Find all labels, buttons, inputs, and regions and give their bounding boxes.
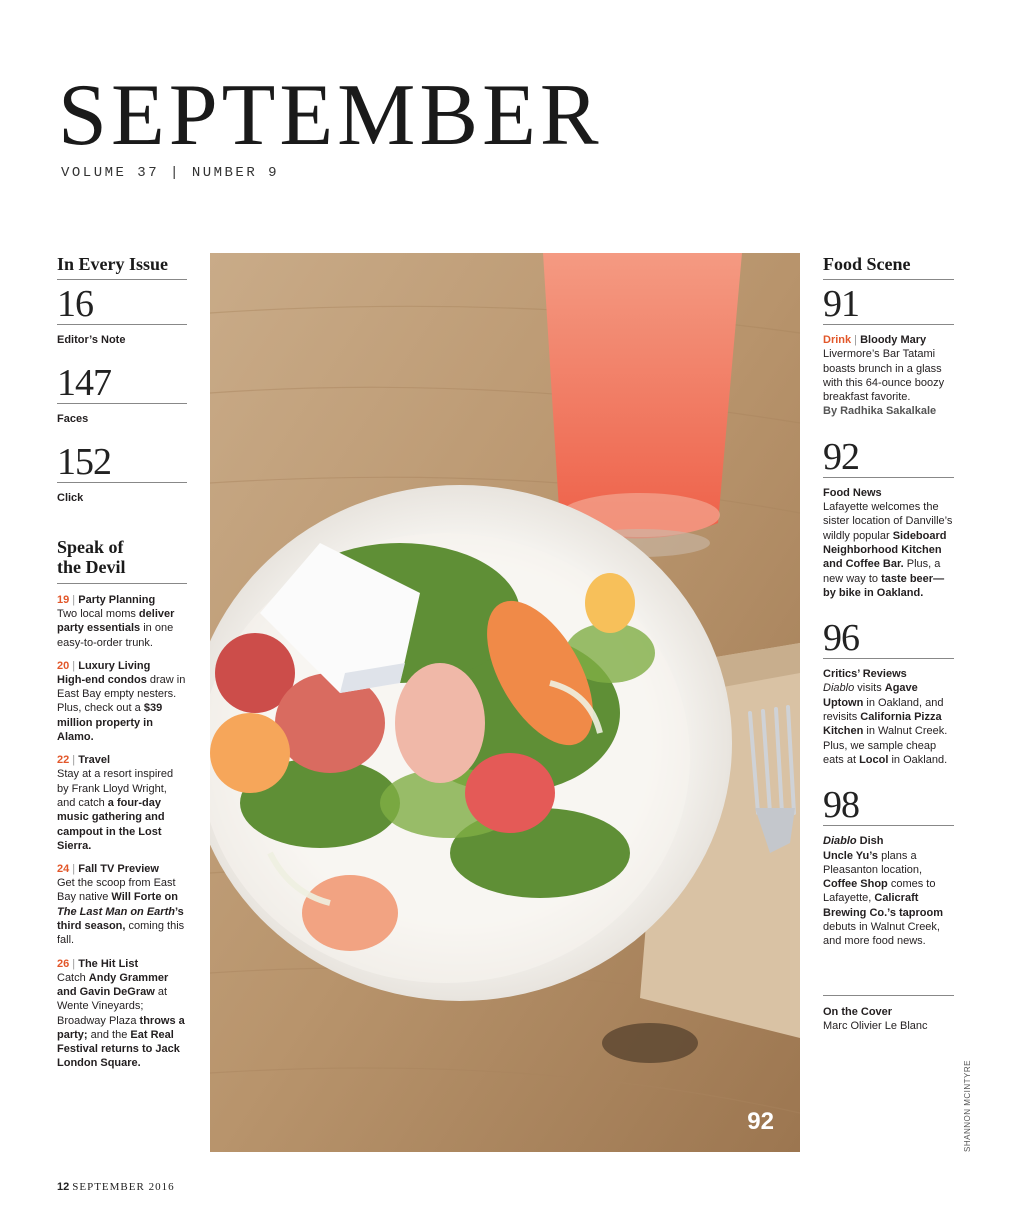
every-issue-heading: In Every Issue — [57, 254, 187, 280]
page-number: 92 — [823, 433, 954, 478]
page-number: 96 — [823, 614, 954, 659]
photo-page-number: 92 — [747, 1108, 774, 1135]
item-title: Luxury Living — [78, 659, 151, 672]
photo-credit: SHANNON MCINTYRE — [963, 1059, 972, 1152]
item-page: 19 — [57, 594, 70, 606]
item-blurb: Get the scoop from East Bay native Will Forte on The Last Man on Earth’s third season, coming this fall. — [57, 877, 185, 947]
folio-page: 12 — [57, 1181, 70, 1193]
toc-item-fall-tv[interactable]: 24 | Fall TV Preview Get the scoop from East Bay native Will Forte on The Last Man on Earth’s third season, coming this fall. — [57, 862, 187, 947]
entry-blurb: Critics’ Reviews Diablo visits Agave Uptown in Oakland, and revisits California Pizza Kitchen in Walnut Creek. Plus, we sample cheap eats at Locol in Oakland. — [823, 668, 948, 766]
entry-critics-reviews[interactable] — [823, 614, 954, 767]
item-title: Fall TV Preview — [78, 863, 159, 876]
entry-faces[interactable] — [57, 359, 187, 426]
item-blurb: Two local moms deliver party essentials in one easy-to-order trunk. — [57, 608, 175, 649]
item-title: Travel — [78, 754, 111, 767]
cover-photo-salad — [210, 253, 800, 1152]
folio-issue: SEPTEMBER 2016 — [72, 1181, 175, 1193]
toc-item-travel[interactable]: 22 | Travel Stay at a resort inspired by Frank Lloyd Wright, and catch a four-day music gathering and campout in the Lost Sierra. — [57, 753, 187, 853]
entry-diablo-dish[interactable] — [823, 781, 954, 948]
entry-editors-note[interactable] — [57, 280, 187, 347]
item-title: The Hit List — [78, 957, 139, 970]
volume-line: VOLUME 37 | NUMBER 9 — [61, 165, 280, 181]
item-page: 20 — [57, 659, 70, 672]
folio — [57, 1181, 175, 1193]
speak-of-the-devil-section — [57, 537, 187, 1071]
entry-blurb: Drink | Bloody Mary Livermore’s Bar Tatami boasts brunch in a glass with this 64-ounce boozy breakfast favorite. By Radhika Sakalkale — [823, 334, 945, 418]
item-page: 24 — [57, 863, 70, 876]
entry-food-news[interactable] — [823, 433, 954, 600]
on-the-cover — [823, 995, 954, 1034]
speak-heading-line1: Speak of — [57, 537, 124, 557]
toc-item-luxury-living[interactable]: 20 | Luxury Living High-end condos draw in East Bay empty nesters. Plus, check out a $39 million property in Alamo. — [57, 659, 186, 744]
item-page: 26 — [57, 957, 70, 970]
item-blurb: Stay at a resort inspired by Frank Lloyd Wright, and catch a four-day music gathering and campout in the Lost Sierra. — [57, 768, 174, 852]
entry-label: Editor’s Note — [57, 334, 126, 346]
toc-item-party-planning[interactable]: 19 | Party Planning Two local moms deliver party essentials in one easy-to-order trunk. — [57, 593, 187, 650]
speak-heading-line2: the Devil — [57, 557, 126, 577]
speak-heading — [57, 537, 187, 584]
entry-label: Faces — [57, 413, 89, 425]
page-number: 98 — [823, 781, 954, 826]
entry-click[interactable] — [57, 438, 187, 505]
right-column — [823, 254, 954, 949]
item-title: Party Planning — [78, 594, 156, 606]
page-number: 152 — [57, 438, 187, 483]
on-cover-label: On the Cover — [823, 1006, 893, 1018]
page-number: 16 — [57, 280, 187, 325]
on-cover-name: Marc Olivier Le Blanc — [823, 1020, 928, 1033]
entry-label: Click — [57, 492, 84, 504]
toc-item-hit-list[interactable]: 26 | The Hit List Catch Andy Grammer and Gavin DeGraw at Wente Vineyards; Broadway Plaza throws a party; and the Eat Real Festival returns to Jack London Square. — [57, 957, 187, 1071]
food-scene-heading: Food Scene — [823, 254, 954, 280]
entry-drink[interactable] — [823, 280, 954, 419]
item-page: 22 — [57, 754, 70, 767]
item-blurb: Catch Andy Grammer and Gavin DeGraw at Wente Vineyards; Broadway Plaza throws a party; and the Eat Real Festival returns to Jack London Square. — [57, 971, 185, 1070]
masthead-title: SEPTEMBER — [58, 67, 603, 164]
page-number: 91 — [823, 280, 954, 325]
left-column — [57, 254, 187, 1071]
item-blurb: High-end condos draw in East Bay empty nesters. Plus, check out a $39 million property in Alamo. — [57, 673, 186, 744]
salad-photo-illustration — [210, 253, 800, 1152]
page-number: 147 — [57, 359, 187, 404]
entry-blurb: Diablo Dish Uncle Yu’s plans a Pleasanton location, Coffee Shop comes to Lafayette, Calicraft Brewing Co.’s taproom debuts in Walnut Creek, and more food news. — [823, 835, 943, 948]
entry-blurb: Food News Lafayette welcomes the sister location of Danville’s wildly popular Sideboard Neighborhood Kitchen and Coffee Bar. Plus, a new way to taste beer—by bike in Oakland. — [823, 486, 953, 599]
